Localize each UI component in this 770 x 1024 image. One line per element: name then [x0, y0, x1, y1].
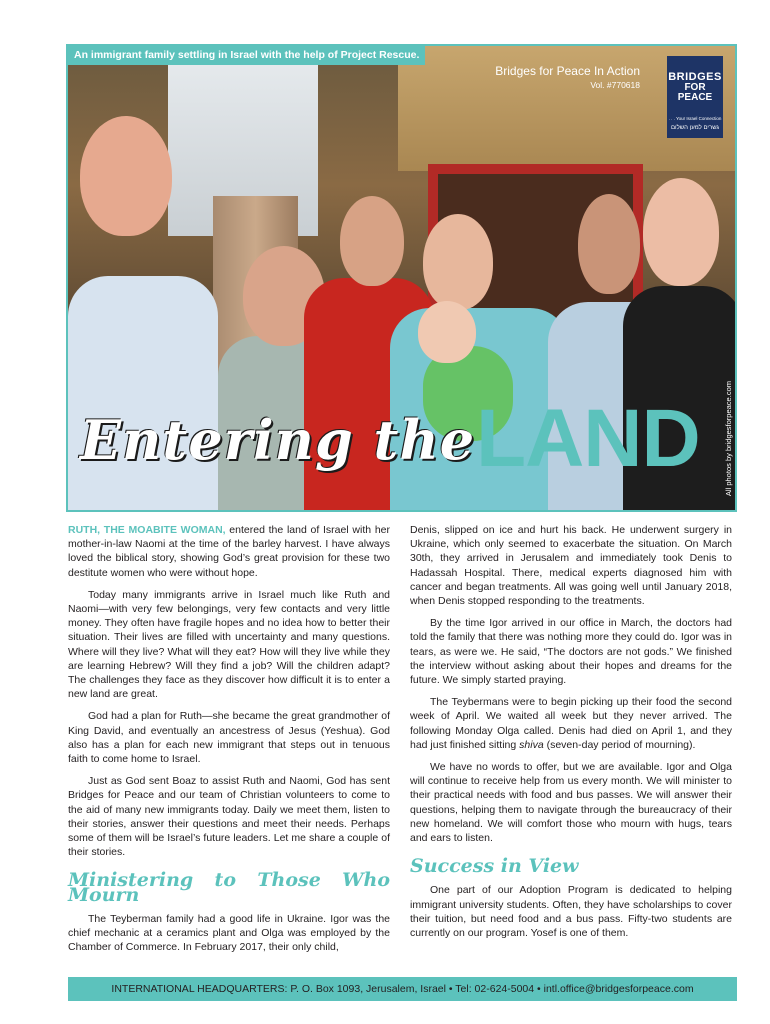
lead-in: RUTH, THE MOABITE WOMAN,: [68, 524, 226, 536]
hero-photo: [66, 44, 737, 512]
logo-tagline: . . . Your Israel Connection: [668, 116, 722, 121]
section-heading-mourn: Ministering to Those Who Mourn: [68, 869, 390, 906]
paragraph: We have no words to offer, but we are available. Igor and Olga will continue to receive help from us every month. We will minister to their practical needs with food and bus passes. We will answer their questions, helping them to navigate through the bureaucracy of their new homeland. We will comfort those who mourn with hugs, tears and ears to listen.: [410, 761, 732, 845]
footer-bar: INTERNATIONAL HEADQUARTERS: P. O. Box 1093, Jerusalem, Israel • Tel: 02-624-5004 • intl.office@bridgesforpeace.com: [68, 977, 737, 1001]
bridges-for-peace-logo: [667, 56, 723, 138]
title-script: Entering the: [80, 408, 476, 472]
right-column: [410, 523, 732, 948]
text-run-italic: shiva: [519, 738, 544, 751]
title-land: LAND: [476, 393, 700, 484]
paragraph: Today many immigrants arrive in Israel much like Ruth and Naomi—with very few belongings, very few contacts and very little money. They often have fragile hopes and no idea how to better their situation. Their lives are filled with uncertainty and many questions. Where will they live? What will they eat? How will they live while they are learning Hebrew? Will they find a job? Will the children adapt? The challenges they face as they discover how difficult it is to enter a new land are great.: [68, 588, 390, 701]
photo-caption: An immigrant family settling in Israel with the help of Project Rescue.: [68, 46, 425, 65]
volume-number: Vol. #770618: [590, 80, 640, 90]
paragraph: God had a plan for Ruth—she became the great grandmother of King David, and eventually an ancestress of Jesus (Yeshua). God also has a plan for each new immigrant that steps out in tenuous faith to come home to Israel.: [68, 710, 390, 766]
section-heading-success: Success in View: [410, 855, 579, 878]
text-run: (seven-day period of mourning).: [543, 738, 696, 751]
paragraph: [410, 695, 732, 752]
intro-paragraph: [68, 523, 390, 580]
paragraph: One part of our Adoption Program is dedicated to helping immigrant university students. Often, they have scholarships to cover their tuition, but need food and a bus pass. Fifty-two students are currently on our program. Yosef is one of them.: [410, 884, 732, 940]
paragraph: Denis, slipped on ice and hurt his back. He underwent surgery in Ukraine, which only seemed to exacerbate the situation. On March 30th, they arrived in Jerusalem and immediately took Denis to Hadassah Hospital. There, medical experts diagnosed him with cancer and began treatments. All was going well until January 2018, when Denis stopped responding to the treatments.: [410, 524, 732, 608]
logo-line1: BRIDGES: [668, 71, 722, 83]
series-title: Bridges for Peace In Action: [495, 64, 640, 78]
photo-credit: All photos by bridgesforpeace.com: [724, 380, 733, 496]
text-run: The Teybermans were to begin picking up their food the second week of April. We waited all week but they never arrived. The following Monday Olga called. Denis had died on April 1, and they had just finished sitting: [410, 696, 732, 751]
series-label: [495, 64, 640, 90]
left-column: [68, 523, 390, 962]
paragraph: The Teyberman family had a good life in Ukraine. Igor was the chief mechanic at a ceramics plant and Olga was employed by the Chamber of Commerce. In February 2017, their only child,: [68, 912, 390, 954]
paragraph: Just as God sent Boaz to assist Ruth and Naomi, God has sent Bridges for Peace and our team of Christian volunteers to come to the aid of many new immigrants today. Daily we meet them, listen to their stories, answer their questions and meet their needs. Perhaps some of them will be Israel’s future leaders. Let me share a couple of their stories.: [68, 775, 390, 859]
intro-rest: entered the land of Israel with her mother-in-law Naomi at the time of the barley harvest. I have always loved the biblical story, showing God’s great provision for these two destitute women who were without hope.: [68, 524, 390, 579]
logo-line2: FOR PEACE: [677, 82, 713, 103]
logo-hebrew: גשרים למען השלום: [670, 125, 719, 131]
paragraph: By the time Igor arrived in our office in March, the doctors had told the family that there was nothing more they could do. Igor was in tears, as were we. He said, “The doctors are not gods.” We finished the interview without asking about their hopes and dreams for the future. We simply started praying.: [410, 617, 732, 687]
